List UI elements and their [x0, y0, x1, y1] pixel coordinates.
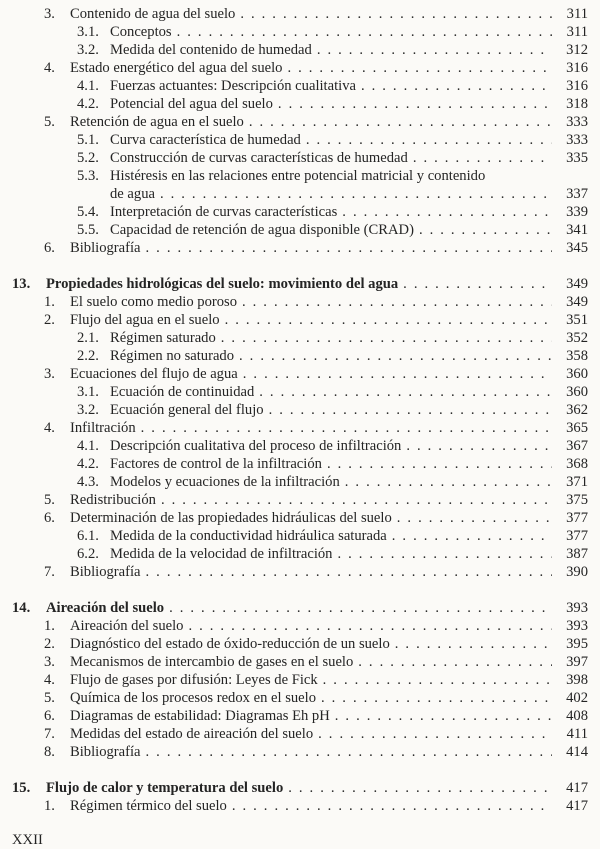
chapter-heading [0, 275, 600, 293]
entry-page: 316 [566, 78, 588, 94]
entry-page: 360 [566, 366, 588, 382]
entry-page: 352 [566, 330, 588, 346]
entry-number: 4.2. [77, 456, 99, 472]
toc-entry [0, 77, 600, 95]
entry-title: El suelo como medio poroso [70, 294, 237, 310]
dot-leader [240, 5, 552, 23]
entry-page: 377 [566, 528, 588, 544]
dot-leader [397, 509, 552, 527]
toc [0, 5, 600, 815]
entry-page: 333 [566, 114, 588, 130]
entry-title: Aireación del suelo [46, 600, 165, 616]
entry-title: Medidas del estado de aireación del suelo [70, 726, 314, 742]
entry-page: 397 [566, 654, 588, 670]
entry-number: 4.2. [77, 96, 99, 112]
entry-title: Contenido de agua del suelo [70, 6, 236, 22]
toc-entry [0, 203, 600, 221]
entry-page: 311 [566, 6, 588, 22]
dot-leader [221, 329, 552, 347]
toc-entry [0, 401, 600, 419]
entry-number: 4.1. [77, 438, 99, 454]
dot-leader [323, 671, 552, 689]
toc-entry [0, 527, 600, 545]
entry-page: 417 [566, 780, 588, 796]
toc-entry [0, 365, 600, 383]
dot-leader [169, 599, 552, 617]
dot-leader [317, 41, 552, 59]
toc-entry [0, 131, 600, 149]
entry-number: 1. [44, 618, 55, 634]
entry-title: Interpretación de curvas características [110, 204, 338, 220]
entry-number: 5. [44, 114, 55, 130]
dot-leader [146, 239, 552, 257]
entry-title: Flujo de gases por difusión: Leyes de Fick [70, 672, 318, 688]
dot-leader [188, 617, 552, 635]
entry-title: Flujo del agua en el suelo [70, 312, 220, 328]
toc-entry [0, 509, 600, 527]
toc-entry [0, 473, 600, 491]
entry-number: 4.1. [77, 78, 99, 94]
entry-title: Flujo de calor y temperatura del suelo [46, 780, 284, 796]
dot-leader [392, 527, 552, 545]
entry-title: Infiltración [70, 420, 136, 436]
dot-leader [288, 779, 552, 797]
entry-title: Fuerzas actuantes: Descripción cualitativa [110, 78, 356, 94]
entry-number: 5.3. [77, 168, 99, 184]
entry-page: 365 [566, 420, 588, 436]
toc-entry [0, 5, 600, 23]
entry-page: 387 [566, 546, 588, 562]
entry-number: 3.2. [77, 402, 99, 418]
chapter-block [0, 599, 600, 761]
entry-title: Redistribución [70, 492, 156, 508]
entry-page: 390 [566, 564, 588, 580]
entry-number: 1. [44, 798, 55, 814]
dot-leader [225, 311, 552, 329]
chapter-continuation-block [0, 5, 600, 257]
entry-number: 3. [44, 654, 55, 670]
chapter-block [0, 779, 600, 815]
entry-title: Medida de la velocidad de infiltración [110, 546, 333, 562]
chapter-heading [0, 779, 600, 797]
entry-page: 360 [566, 384, 588, 400]
toc-entry [0, 113, 600, 131]
toc-entry [0, 437, 600, 455]
toc-entry [0, 689, 600, 707]
toc-entry [0, 167, 600, 185]
chapter-block [0, 275, 600, 581]
entry-number: 13. [12, 276, 31, 292]
entry-page: 316 [566, 60, 588, 76]
entry-page: 417 [566, 798, 588, 814]
toc-entry [0, 149, 600, 167]
dot-leader [419, 221, 552, 239]
dot-leader [413, 149, 552, 167]
entry-title: Mecanismos de intercambio de gases en el suelo [70, 654, 354, 670]
entry-number: 6.2. [77, 546, 99, 562]
entry-page: 349 [566, 294, 588, 310]
toc-entry [0, 221, 600, 239]
entry-number: 2. [44, 312, 55, 328]
entry-title: Régimen saturado [110, 330, 216, 346]
entry-page: 402 [566, 690, 588, 706]
entry-page: 333 [566, 132, 588, 148]
dot-leader [361, 77, 552, 95]
dot-leader [318, 725, 552, 743]
entry-title: Retención de agua en el suelo [70, 114, 244, 130]
dot-leader [239, 347, 552, 365]
entry-number: 6. [44, 240, 55, 256]
dot-leader [278, 95, 552, 113]
entry-title: Descripción cualitativa del proceso de infiltración [110, 438, 402, 454]
entry-page: 312 [566, 42, 588, 58]
dot-leader [177, 23, 552, 41]
entry-number: 4.3. [77, 474, 99, 490]
entry-number: 5.1. [77, 132, 99, 148]
entry-page: 339 [566, 204, 588, 220]
dot-leader [141, 419, 552, 437]
entry-page: 371 [566, 474, 588, 490]
dot-leader [321, 689, 552, 707]
entry-number: 2.2. [77, 348, 99, 364]
dot-leader [161, 491, 552, 509]
entry-number: 2.1. [77, 330, 99, 346]
entry-page: 318 [566, 96, 588, 112]
dot-leader [232, 797, 552, 815]
entry-title: Capacidad de retención de agua disponible (CRAD) [110, 222, 414, 238]
entry-title: Modelos y ecuaciones de la infiltración [110, 474, 340, 490]
entry-page: 408 [566, 708, 588, 724]
toc-entry [0, 311, 600, 329]
dot-leader [342, 203, 552, 221]
entry-title: Régimen no saturado [110, 348, 235, 364]
entry-title: Química de los procesos redox en el suelo [70, 690, 316, 706]
entry-number: 6. [44, 708, 55, 724]
entry-number: 3.1. [77, 24, 99, 40]
entry-title: Potencial del agua del suelo [110, 96, 273, 112]
toc-entry [0, 329, 600, 347]
dot-leader [358, 653, 552, 671]
dot-leader [146, 743, 552, 761]
entry-title: Conceptos [110, 24, 172, 40]
entry-page: 341 [566, 222, 588, 238]
toc-entry [0, 545, 600, 563]
entry-title: de agua [110, 186, 155, 202]
toc-entry [0, 653, 600, 671]
toc-entry [0, 743, 600, 761]
entry-page: 398 [566, 672, 588, 688]
entry-title: Ecuaciones del flujo de agua [70, 366, 238, 382]
dot-leader [395, 635, 552, 653]
toc-entry [0, 239, 600, 257]
entry-number: 8. [44, 744, 55, 760]
dot-leader [345, 473, 552, 491]
entry-page: 414 [566, 744, 588, 760]
toc-entry [0, 563, 600, 581]
dot-leader [287, 59, 552, 77]
entry-number: 3. [44, 366, 55, 382]
toc-entry [0, 41, 600, 59]
entry-page: 375 [566, 492, 588, 508]
entry-page: 358 [566, 348, 588, 364]
toc-entry [0, 707, 600, 725]
dot-leader [160, 185, 552, 203]
entry-number: 14. [12, 600, 31, 616]
toc-entry [0, 383, 600, 401]
toc-entry [0, 347, 600, 365]
entry-number: 5. [44, 690, 55, 706]
entry-number: 5. [44, 492, 55, 508]
entry-page: 377 [566, 510, 588, 526]
entry-title: Ecuación general del flujo [110, 402, 264, 418]
toc-entry [0, 635, 600, 653]
entry-title: Histéresis en las relaciones entre potencial matricial y contenido [110, 168, 486, 184]
entry-page: 393 [566, 618, 588, 634]
toc-entry [0, 671, 600, 689]
entry-title: Bibliografía [70, 744, 141, 760]
dot-leader [243, 365, 552, 383]
toc-entry [0, 797, 600, 815]
dot-leader [259, 383, 552, 401]
entry-title: Bibliografía [70, 564, 141, 580]
entry-page: 335 [566, 150, 588, 166]
toc-entry [0, 617, 600, 635]
entry-number: 5.5. [77, 222, 99, 238]
entry-number: 4. [44, 672, 55, 688]
dot-leader [242, 293, 552, 311]
toc-entry [0, 293, 600, 311]
entry-page: 395 [566, 636, 588, 652]
entry-page: 393 [566, 600, 588, 616]
entry-title: Medida del contenido de humedad [110, 42, 312, 58]
dot-leader [403, 275, 552, 293]
entry-page: 368 [566, 456, 588, 472]
entry-title: Diagramas de estabilidad: Diagramas Eh pH [70, 708, 330, 724]
dot-leader [306, 131, 552, 149]
toc-entry [0, 59, 600, 77]
entry-number: 3.2. [77, 42, 99, 58]
entry-title: Curva característica de humedad [110, 132, 301, 148]
entry-title: Medida de la conductividad hidráulica saturada [110, 528, 387, 544]
entry-number: 15. [12, 780, 31, 796]
entry-title: Régimen térmico del suelo [70, 798, 227, 814]
entry-title: Bibliografía [70, 240, 141, 256]
entry-number: 7. [44, 726, 55, 742]
entry-page: 345 [566, 240, 588, 256]
entry-title: Aireación del suelo [70, 618, 184, 634]
entry-title: Propiedades hidrológicas del suelo: movimiento del agua [46, 276, 399, 292]
entry-title: Ecuación de continuidad [110, 384, 255, 400]
entry-title: Diagnóstico del estado de óxido-reducción de un suelo [70, 636, 390, 652]
entry-title: Estado energético del agua del suelo [70, 60, 283, 76]
entry-page: 411 [566, 726, 588, 742]
toc-entry [0, 491, 600, 509]
entry-number: 5.2. [77, 150, 99, 166]
chapter-heading [0, 599, 600, 617]
dot-leader [337, 545, 552, 563]
entry-title: Construcción de curvas características de humedad [110, 150, 408, 166]
entry-page: 349 [566, 276, 588, 292]
dot-leader [146, 563, 552, 581]
dot-leader [406, 437, 552, 455]
entry-page: 337 [566, 186, 588, 202]
dot-leader [269, 401, 552, 419]
entry-number: 5.4. [77, 204, 99, 220]
entry-page: 311 [566, 24, 588, 40]
entry-page: 367 [566, 438, 588, 454]
dot-leader [335, 707, 552, 725]
entry-number: 3. [44, 6, 55, 22]
toc-entry [0, 23, 600, 41]
entry-number: 7. [44, 564, 55, 580]
dot-leader [249, 113, 552, 131]
entry-number: 4. [44, 420, 55, 436]
dot-leader [327, 455, 552, 473]
entry-page: 362 [566, 402, 588, 418]
page-number-footer: XXII [12, 832, 43, 848]
entry-title: Factores de control de la infiltración [110, 456, 322, 472]
toc-entry-continuation [0, 185, 600, 203]
entry-number: 3.1. [77, 384, 99, 400]
entry-number: 1. [44, 294, 55, 310]
entry-page: 351 [566, 312, 588, 328]
toc-entry [0, 725, 600, 743]
entry-number: 6. [44, 510, 55, 526]
toc-entry [0, 455, 600, 473]
entry-number: 2. [44, 636, 55, 652]
entry-number: 4. [44, 60, 55, 76]
toc-entry [0, 419, 600, 437]
toc-entry [0, 95, 600, 113]
entry-title: Determinación de las propiedades hidráulicas del suelo [70, 510, 392, 526]
entry-number: 6.1. [77, 528, 99, 544]
